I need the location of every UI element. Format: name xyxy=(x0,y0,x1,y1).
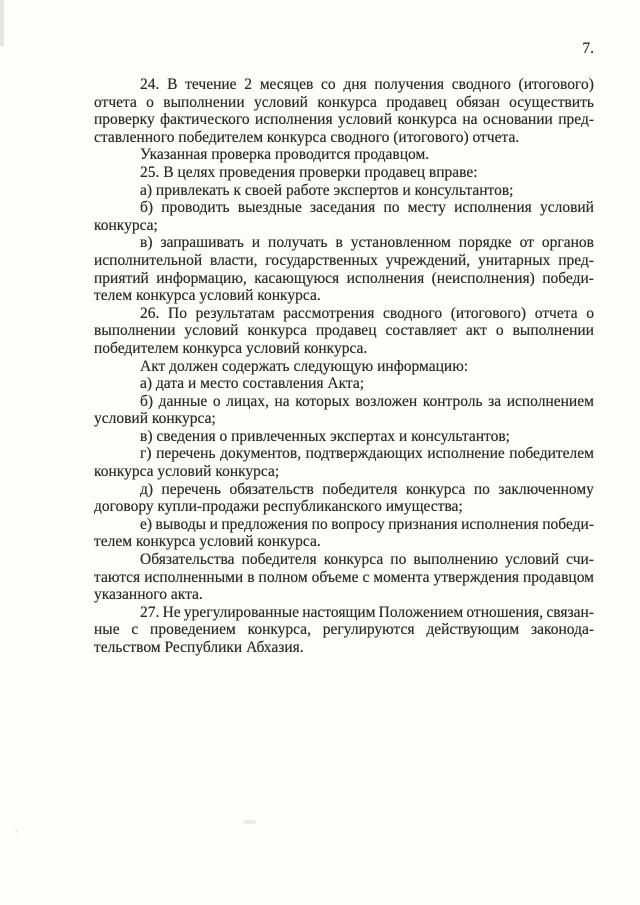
text-line: 24. В течение 2 месяцев со дня получения сводного (итогового) xyxy=(140,76,594,93)
text-line: б) проводить выездные заседания по месту исполнения условий xyxy=(140,199,594,217)
text-line: а) привлекать к своей работе экспертов и консультантов; xyxy=(140,181,514,199)
text-line: б) данные о лицах, на которых возложен контроль за исполнением xyxy=(140,392,594,410)
text-line: Указанная проверка проводится продавцом. xyxy=(140,146,430,164)
text-line: в) сведения о привлеченных экспертах и консультантов; xyxy=(140,427,510,445)
text-line: Акт должен содержать следующую информацию: xyxy=(140,357,469,375)
text-line: конкурса условий конкурса; xyxy=(94,463,280,481)
text-line: 27. Не урегулированные настоящим Положением отношения, связан- xyxy=(140,603,594,621)
text-line: приятий информацию, касающуюся исполнения (неисполнения) победи- xyxy=(94,269,594,287)
text-line: телем конкурса условий конкурса. xyxy=(94,287,321,305)
text-line: выполнении условий конкурса продавец составляет акт о выполнении xyxy=(94,322,594,340)
scan-edge-artifact xyxy=(0,0,4,46)
text-line: исполнительной власти, государственных учреждений, унитарных пред- xyxy=(94,251,594,269)
text-line: Обязательства победителя конкурса по выполнению условий счи- xyxy=(140,551,594,569)
text-line: 25. В целях проведения проверки продавец вправе: xyxy=(140,163,478,181)
text-line: конкурса; xyxy=(94,216,158,234)
text-line: договору купли-продажи республиканского имущества; xyxy=(94,498,463,516)
text-line: указанного акта. xyxy=(94,586,203,604)
text-line: проверку фактического исполнения условий конкурса на основании пред- xyxy=(94,111,594,129)
text-line: е) выводы и предложения по вопросу признания исполнения победи- xyxy=(140,515,594,533)
text-line: д) перечень обязательств победителя конкурса по заключенному xyxy=(140,480,594,498)
page-number: 7. xyxy=(582,40,594,57)
text-line: телем конкурса условий конкурса. xyxy=(94,533,321,551)
text-line: г) перечень документов, подтверждающих исполнение победителем xyxy=(140,445,594,463)
text-line: отчета о выполнении условий конкурса продавец обязан осуществить xyxy=(94,93,594,111)
scan-smudge-artifact xyxy=(243,820,256,824)
text-line: таются исполненными в полном объеме с момента утверждения продавцом xyxy=(94,568,594,586)
text-line: а) дата и место составления Акта; xyxy=(140,375,365,393)
document-text xyxy=(94,76,594,657)
text-line: тельством Республики Абхазия. xyxy=(94,639,304,656)
text-line: 26. По результатам рассмотрения сводного (итогового) отчета о xyxy=(140,304,594,322)
text-line: ставленного победителем конкурса сводного (итогового) отчета. xyxy=(94,128,520,146)
text-line: условий конкурса; xyxy=(94,410,216,428)
text-line: ные с проведением конкурса, регулируются действующим законода- xyxy=(94,621,594,639)
text-line: в) запрашивать и получать в установленном порядке от органов xyxy=(140,234,594,252)
text-line: победителем конкурса условий конкурса. xyxy=(94,339,368,357)
scan-speck-artifact xyxy=(15,830,18,833)
